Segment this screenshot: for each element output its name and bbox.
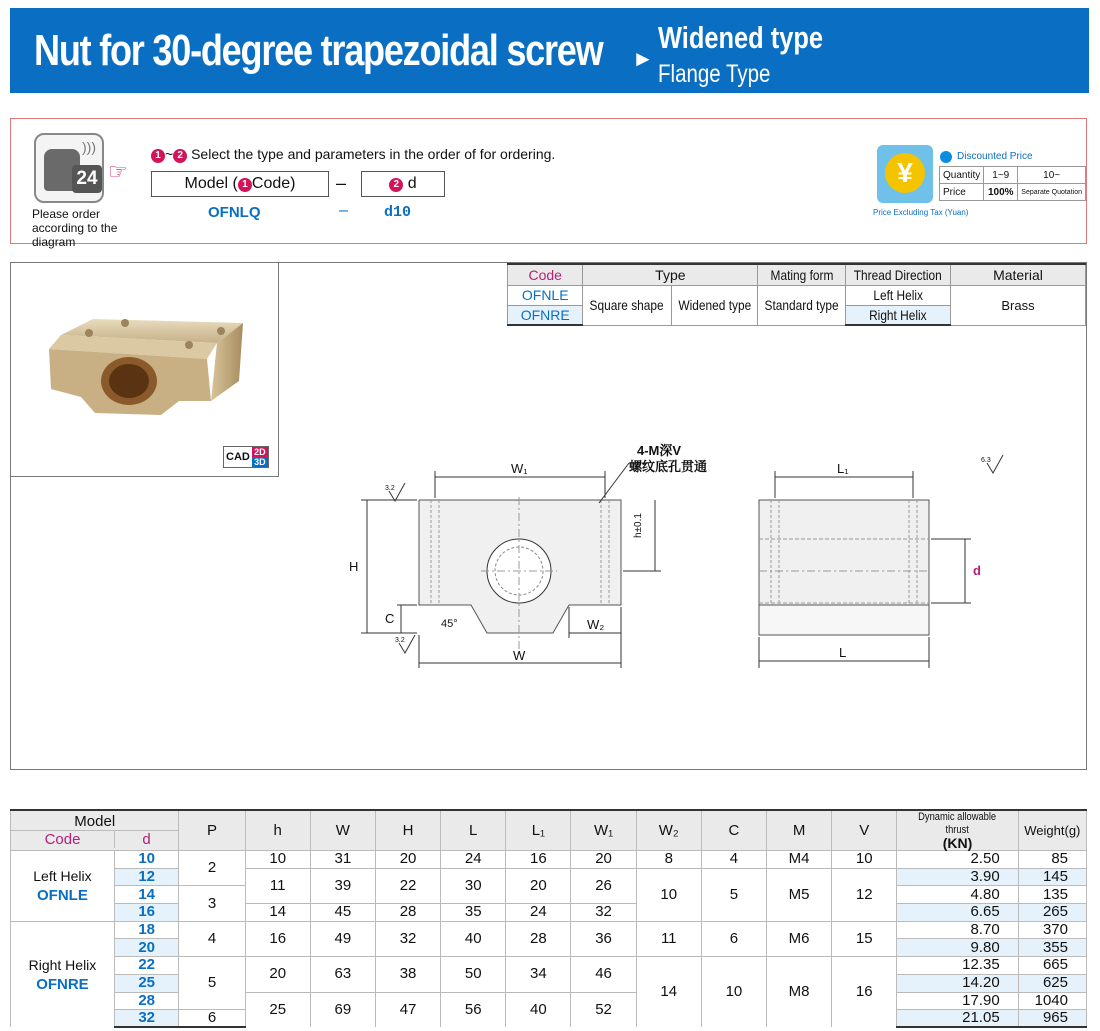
dim-w1: W₁ (511, 461, 528, 476)
model-code-box: Model ( 1 Code) (151, 171, 329, 197)
dim-l: L (839, 645, 847, 660)
separator-dash: – (336, 173, 347, 193)
discounted-price-label: Discounted Price (957, 151, 1033, 162)
product-image (11, 263, 277, 475)
order-instruction: 1 ~ 2 Select the type and parameters in the order of for ordering. (151, 146, 555, 163)
price-excluding-tax-label: Price Excluding Tax (Yuan) (873, 208, 969, 217)
type-table: Code Type Mating form Thread Direction Material OFNLE Square shape Widened type Standard type Left Helix Brass OFNRE Right Helix (507, 263, 1086, 326)
table-row: 12 11 39 22 30 20 26 10 5 M5 12 3.90 145 (11, 868, 1087, 886)
drawing-area (10, 262, 1087, 770)
price-table: Quantity 1~9 10~ Price 100% Separate Quotation (939, 166, 1086, 201)
example-model-code: OFNLQ (208, 204, 261, 221)
please-order-text: Please order according to the diagram (32, 207, 118, 249)
table-row: Left Helix OFNLE 10 2 10 31 20 24 16 20 8 4 M4 10 2.50 85 (11, 851, 1087, 869)
yen-price-icon: ¥ (877, 145, 933, 203)
roughness-32-top: 3.2 (385, 485, 395, 492)
dim-c: C (385, 611, 395, 626)
thread-note-1: 4-M深V (637, 443, 682, 458)
example-dash: – (339, 202, 348, 219)
roughness-63: 6.3 (981, 457, 991, 464)
d-parameter-box: 2 d (361, 171, 445, 197)
dim-h-small: h±0.1 (633, 513, 644, 538)
type-code-right: OFNRE (508, 305, 583, 325)
dim-w2: W₂ (587, 617, 605, 632)
order-instructions-panel (10, 118, 1087, 249)
table-row: 32 6 21.05 965 (11, 1010, 1087, 1028)
cad-3d-label: 3D (252, 457, 268, 467)
type-code-left: OFNLE (508, 285, 583, 305)
dim-l1: L₁ (837, 461, 849, 476)
dim-angle: 45° (441, 618, 458, 630)
dim-w: W (513, 648, 526, 663)
table-row: 25 14.20 625 (11, 974, 1087, 992)
technical-drawing (341, 443, 1021, 673)
product-photo (11, 263, 279, 477)
specification-table: Model Code d P h W H L L₁ W₁ W₂ C M V Dynamic allowable thrust (KN) Weight(g) Left Helix OFNLE 10 2 10 31 20 24 16 20 8 4 M4 10 2.50 85 12 11 39 22 30 20 26 10 5 M5 12 3.90 145 14 3 4.80 135 16 14 45 28 35 24 32 6.65 265 Right Helix OFNRE 18 4 16 49 32 40 28 36 11 6 M6 15 8.70 370 20 9.80 355 22 5 20 63 38 50 34 46 14 10 M8 16 12.35 665 25 14.20 625 28 25 69 47 56 40 52 17.90 1040 32 6 21.05 965 (10, 809, 1087, 1028)
instruction-text: Select the type and parameters in the order of for ordering. (191, 146, 556, 162)
step-2-icon: 2 (173, 149, 187, 163)
page-title: Nut for 30-degree trapezoidal screw (34, 26, 603, 75)
cad-download-badge[interactable]: CAD 2D 3D (223, 446, 269, 468)
dim-h: H (349, 559, 359, 574)
table-row: 22 5 20 63 38 50 34 46 14 10 M8 16 12.35 665 (11, 957, 1087, 975)
table-row: 20 9.80 355 (11, 939, 1087, 957)
dim-d: d (973, 563, 981, 578)
page-header (10, 8, 1089, 93)
cad-2d-label: 2D (252, 447, 268, 457)
table-row: 28 25 69 47 56 40 52 17.90 1040 (11, 992, 1087, 1010)
thread-note-2: 螺纹底孔贯通 (629, 459, 708, 474)
step-1-icon: 1 (151, 149, 165, 163)
pointing-hand-icon: ☞ (108, 159, 128, 184)
table-row: 14 3 4.80 135 (11, 886, 1087, 904)
roughness-32-bottom: 3.2 (395, 637, 405, 644)
table-row: Right Helix OFNRE 18 4 16 49 32 40 28 36 11 6 M6 15 8.70 370 (11, 921, 1087, 939)
example-d-value: d10 (384, 204, 412, 221)
discount-dot-icon (940, 151, 952, 163)
page-subtitle-widened: Widened type (658, 20, 824, 55)
title-arrow: ► (632, 46, 654, 71)
page-subtitle-flange: Flange Type (658, 60, 771, 88)
table-row: 16 14 45 28 35 24 32 6.65 265 (11, 904, 1087, 922)
phone-24h-icon: ))) 24 (34, 133, 104, 203)
